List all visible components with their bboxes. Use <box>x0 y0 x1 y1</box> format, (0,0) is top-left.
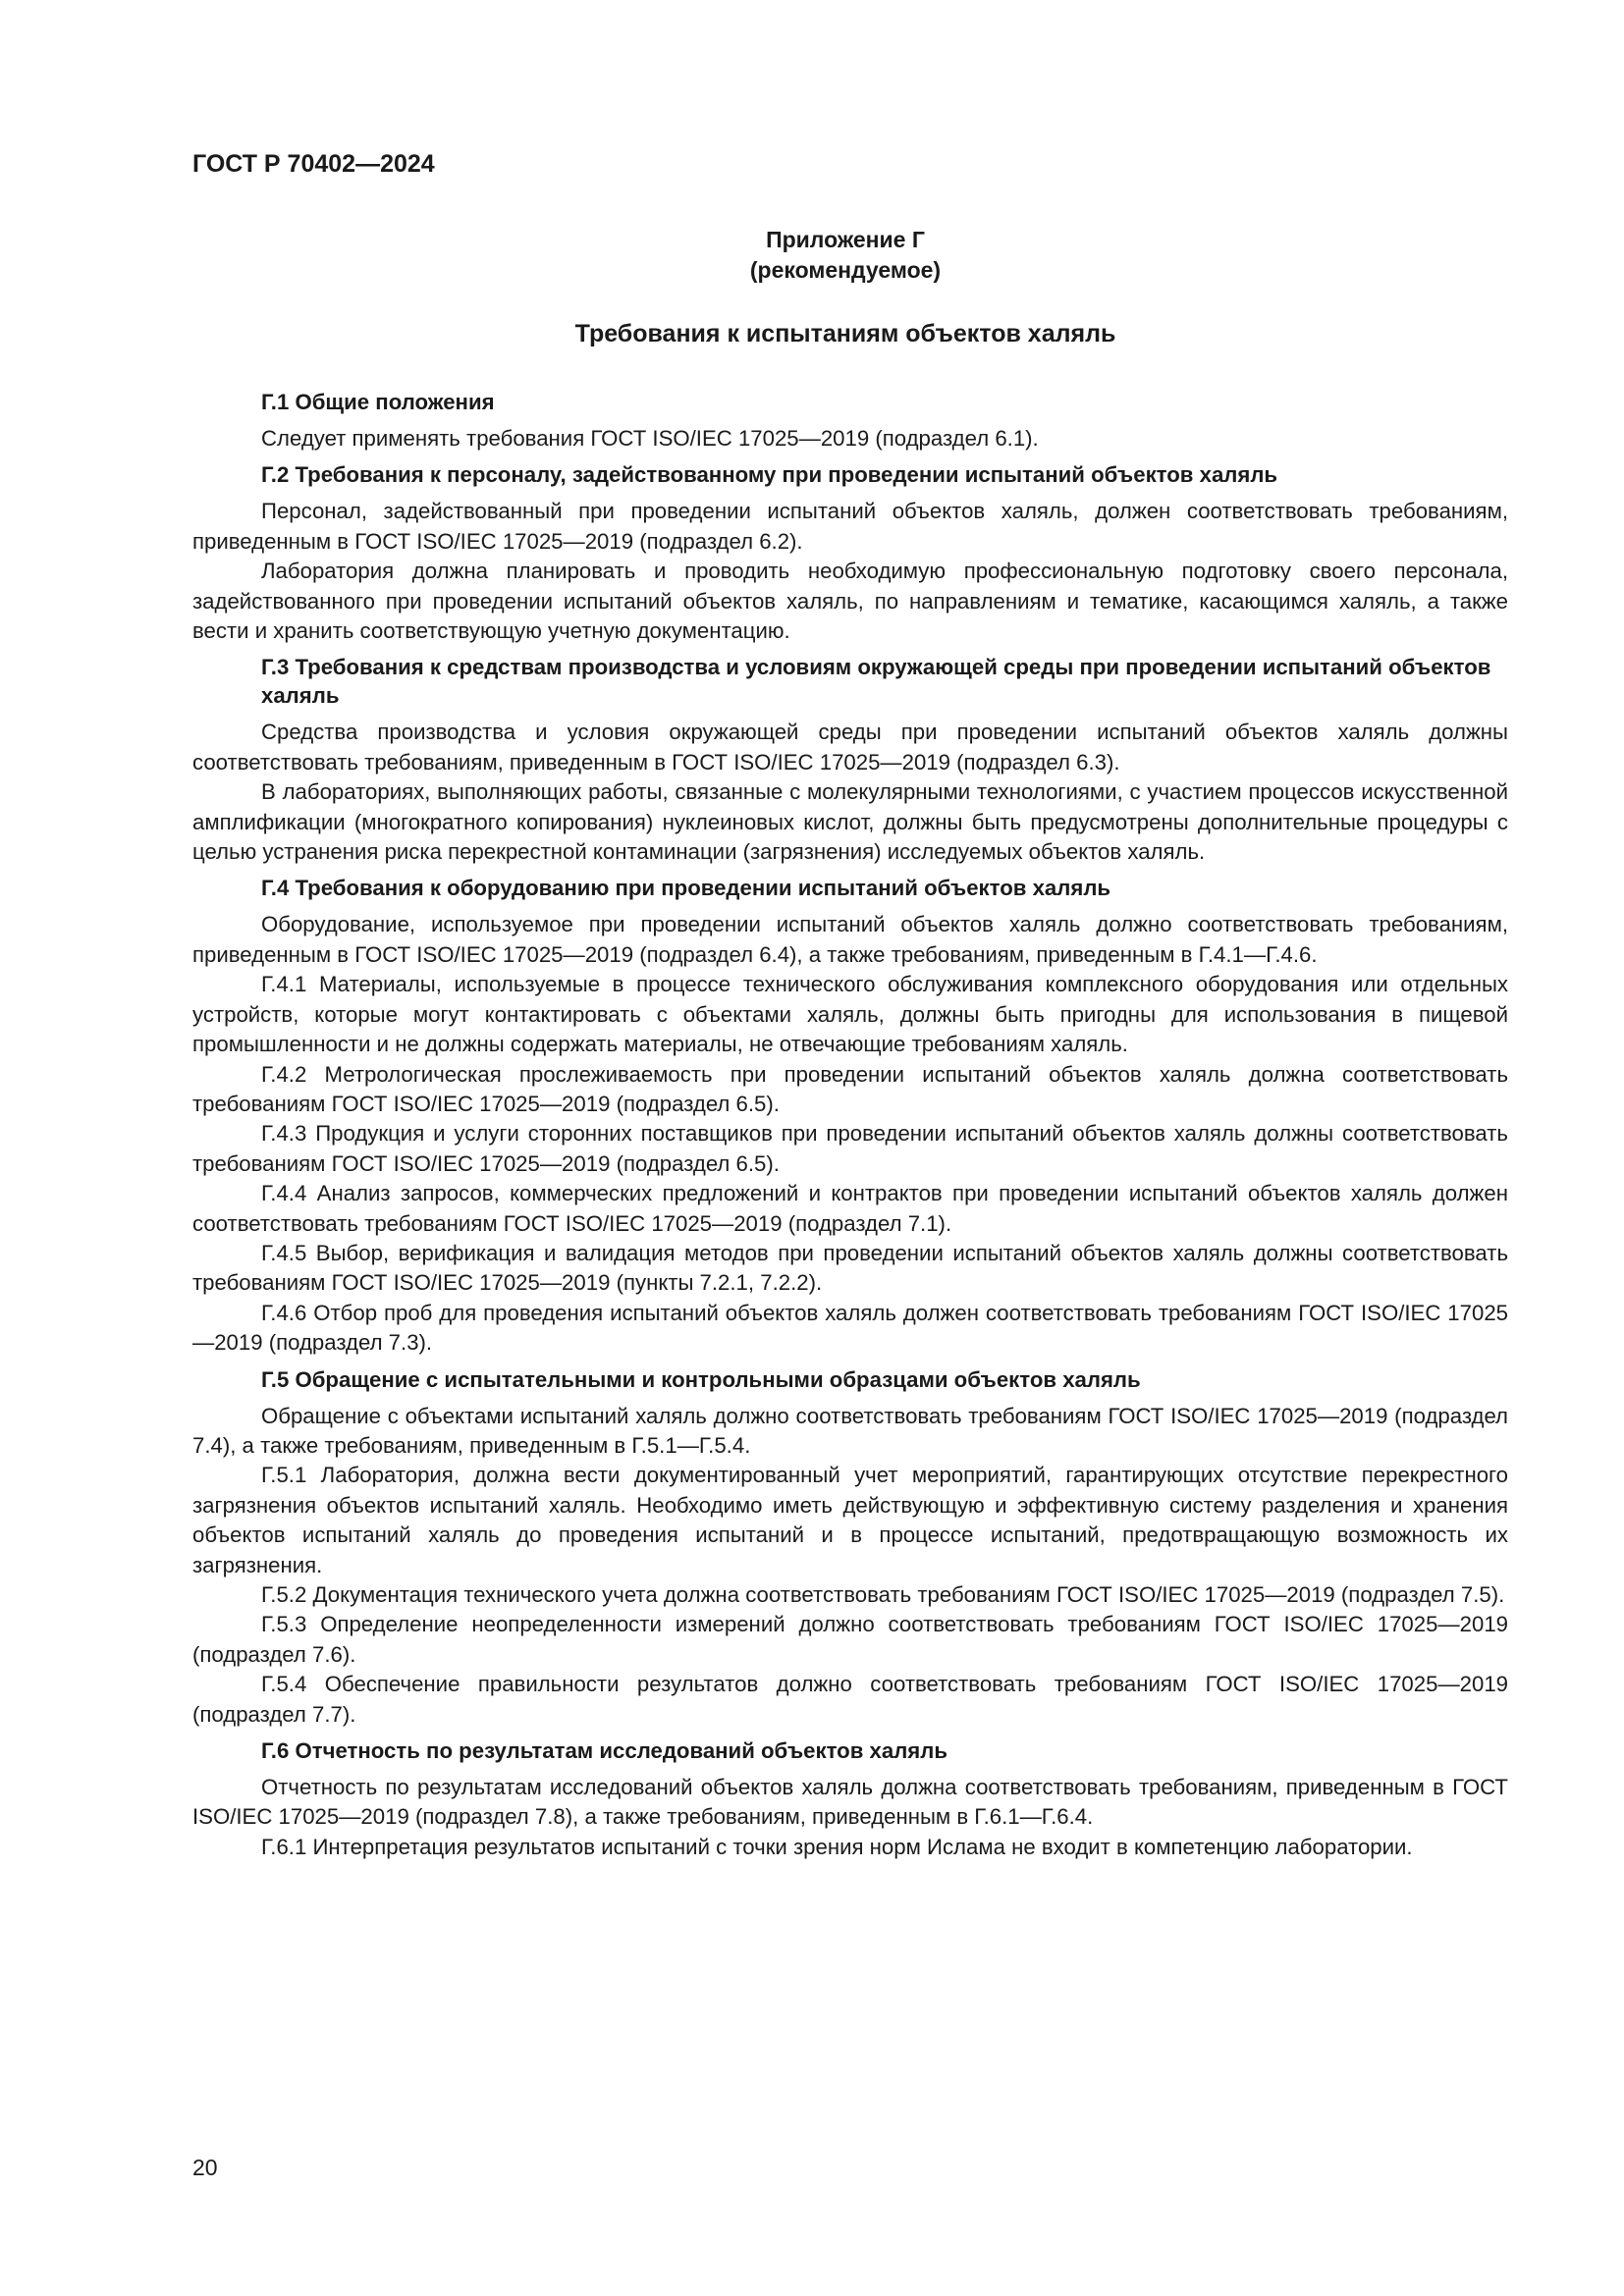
paragraph: Г.6.1 Интерпретация результатов испытаний с точки зрения норм Ислама не входит в компетенцию лаборатории. <box>261 1834 1413 1859</box>
section-heading: Г.4 Требования к оборудованию при проведении испытаний объектов халяль <box>261 876 1111 901</box>
section-heading: Г.6 Отчетность по результатам исследований объектов халяль <box>261 1738 947 1764</box>
paragraph: Средства производства и условия окружающей среды при проведении испытаний объектов халяль должны соответствовать требованиям, приведенным в ГОСТ ISO/IEC 17025—2019 (подраздел 6.3). <box>192 720 1508 774</box>
paragraph: Обращение с объектами испытаний халяль должно соответствовать требованиям ГОСТ ISO/IEC 17025—2019 (подраздел 7.4), а также требованиям, приведенным в Г.5.1—Г.5.4. <box>192 1403 1508 1458</box>
paragraph: Г.4.6 Отбор проб для проведения испытаний объектов халяль должен соответствовать требованиям ГОСТ ISO/IEC 17025—2019 (подраздел 7.3). <box>192 1300 1508 1356</box>
paragraph: В лабораториях, выполняющих работы, связанные с молекулярными технологиями, с участием процессов искусственной амплификации (многократного копирования) нуклеиновых кислот, должны быть предусмотрены дополнительные процедуры с целью устранения риска перекрестной контаминации (загрязнения) исследуемых объектов халяль. <box>192 779 1508 865</box>
paragraph: Г.5.4 Обеспечение правильности результатов должно соответствовать требованиям ГОСТ ISO/IEC 17025—2019 (подраздел 7.7). <box>192 1672 1508 1727</box>
paragraph: Следует применять требования ГОСТ ISO/IEC 17025—2019 (подраздел 6.1). <box>261 426 1039 451</box>
document-body <box>192 388 1508 1862</box>
paragraph: Г.5.3 Определение неопределенности измерений должно соответствовать требованиям ГОСТ ISO/IEC 17025—2019 (подраздел 7.6). <box>192 1612 1508 1667</box>
paragraph: Г.4.3 Продукция и услуги сторонних поставщиков при проведении испытаний объектов халяль должны соответствовать требованиям ГОСТ ISO/IEC 17025—2019 (подраздел 6.5). <box>192 1121 1508 1176</box>
paragraph: Отчетность по результатам исследований объектов халяль должна соответствовать требованиям, приведенным в ГОСТ ISO/IEC 17025—2019 (подраздел 7.8), а также требованиям, приведенным в Г.6.1—Г.6.4. <box>192 1775 1508 1830</box>
section-heading: Г.2 Требования к персоналу, задействованному при проведении испытаний объектов халяль <box>261 462 1278 488</box>
paragraph: Лаборатория должна планировать и проводить необходимую профессиональную подготовку своего персонала, задействованного при проведении испытаний объектов халяль, по направлениям и тематике, касающимся халяль, а также вести и хранить соответствующую учетную документацию. <box>192 559 1508 644</box>
paragraph: Г.4.4 Анализ запросов, коммерческих предложений и контрактов при проведении испытаний объектов халяль должен соответствовать требованиям ГОСТ ISO/IEC 17025—2019 (подраздел 7.1). <box>192 1181 1508 1236</box>
section-heading: Г.5 Обращение с испытательными и контрольными образцами объектов халяль <box>261 1366 1141 1392</box>
appendix-title: Требования к испытаниям объектов халяль <box>574 320 1116 347</box>
paragraph: Оборудование, используемое при проведении испытаний объектов халяль должно соответствовать требованиям, приведенным в ГОСТ ISO/IEC 17025—2019 (подраздел 6.4), а также требованиям, приведенным в Г.4.1—Г.4.6. <box>192 912 1508 967</box>
section-heading: Г.3 Требования к средствам производства и условиям окружающей среды при проведении испытаний объектов халяль <box>261 655 1491 709</box>
section-heading: Г.1 Общие положения <box>261 390 495 414</box>
paragraph: Персонал, задействованный при проведении испытаний объектов халяль, должен соответствовать требованиям, приведенным в ГОСТ ISO/IEC 17025—2019 (подраздел 6.2). <box>192 499 1508 554</box>
paragraph: Г.4.5 Выбор, верификация и валидация методов при проведении испытаний объектов халяль должны соответствовать требованиям ГОСТ ISO/IEC 17025—2019 (пункты 7.2.1, 7.2.2). <box>192 1240 1508 1296</box>
paragraph: Г.5.2 Документация технического учета должна соответствовать требованиям ГОСТ ISO/IEC 17025—2019 (подраздел 7.5). <box>261 1582 1505 1607</box>
paragraph: Г.4.1 Материалы, используемые в процессе технического обслуживания комплексного оборудования или отдельных устройств, которые могут контактировать с объектами халяль, должны быть пригодны для использования в пищевой промышленности и не должны содержать материалы, не отвечающие требованиям халяль. <box>192 972 1508 1057</box>
paragraph: Г.5.1 Лаборатория, должна вести документированный учет мероприятий, гарантирующих отсутствие перекрестного загрязнения объектов испытаний халяль. Необходимо иметь действующую и эффективную систему разделения и хранения объектов испытаний халяль до проведения испытаний и в процессе испытаний, предотвращающую возможность их загрязнения. <box>192 1463 1508 1577</box>
page-number: 20 <box>192 2155 218 2180</box>
paragraph: Г.4.2 Метрологическая прослеживаемость при проведении испытаний объектов халяль должна соответствовать требованиям ГОСТ ISO/IEC 17025—2019 (подраздел 6.5). <box>192 1061 1508 1116</box>
appendix-status: (рекомендуемое) <box>749 257 942 283</box>
document-id: ГОСТ Р 70402—2024 <box>192 150 435 178</box>
appendix-label: Приложение Г <box>766 227 925 252</box>
